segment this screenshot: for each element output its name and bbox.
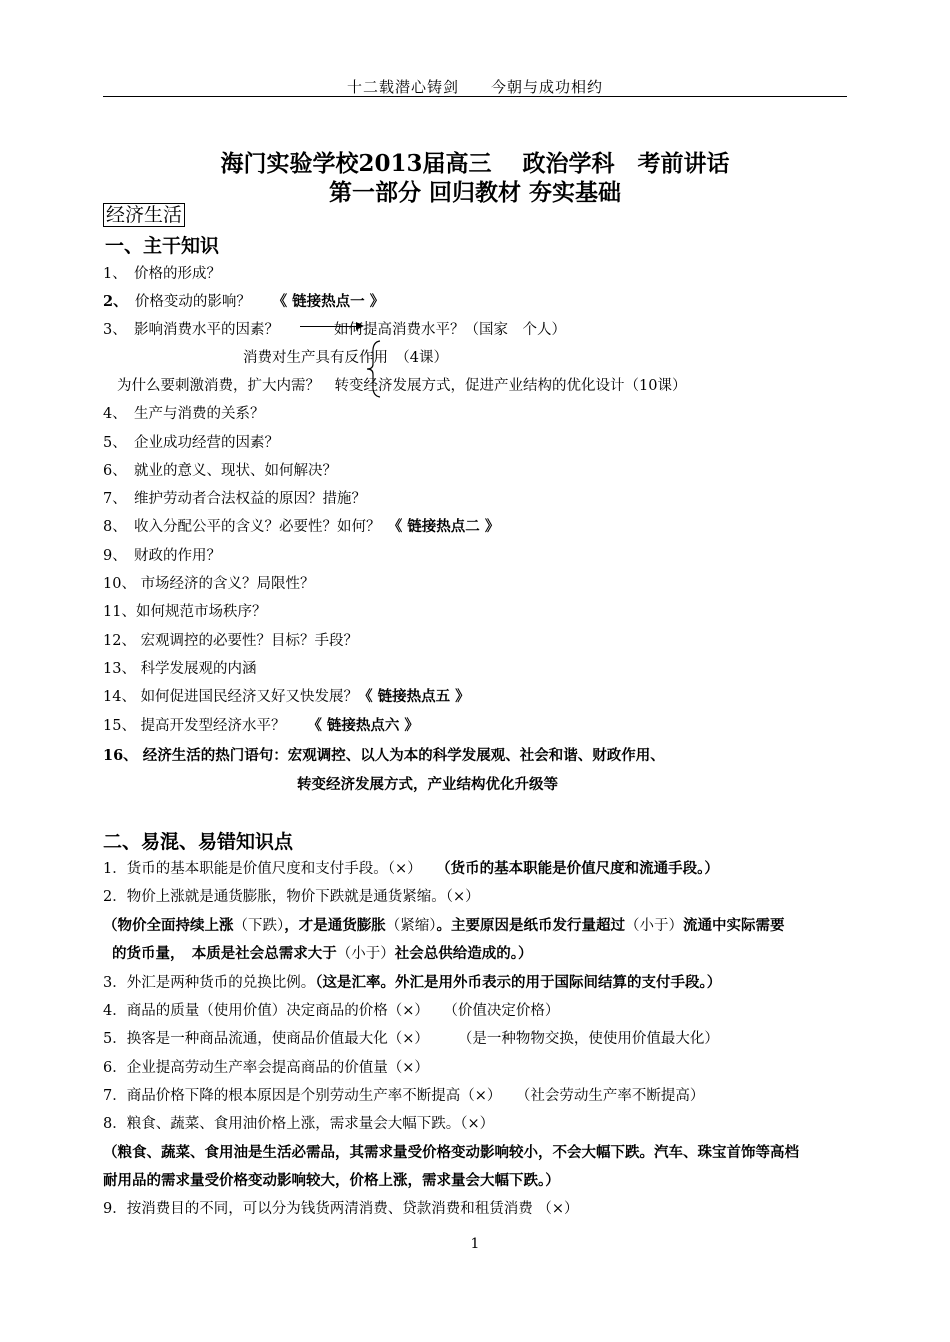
item-text: 市场经济的含义？局限性？ xyxy=(140,576,315,592)
list-item xyxy=(103,290,384,311)
item-text: 维护劳动者合法权益的原因？措施？ xyxy=(133,491,366,507)
hot-topic-link: 《 链接热点二 》 xyxy=(394,518,500,535)
arrow-target-text: 如何提高消费水平？（国家 个人） xyxy=(334,322,566,338)
list-item xyxy=(103,544,221,565)
item-num: 5、 xyxy=(103,435,120,451)
item-num: 10、 xyxy=(103,576,136,592)
list-item xyxy=(103,744,665,765)
list-item xyxy=(103,318,279,339)
error-item: 8．粮食、蔬菜、食用油价格上涨，需求量会大幅下跌。（×） xyxy=(103,1116,495,1132)
item-text: 收入分配公平的含义？必要性？如何？ xyxy=(133,519,381,535)
item-num: 15、 xyxy=(103,718,136,734)
item-num: 12、 xyxy=(103,633,136,649)
error-item: 5．换客是一种商品流通，使商品价值最大化（×） （是一种物物交换，使使用价值最大化） xyxy=(103,1031,719,1047)
item-text: 科学发展观的内涵 xyxy=(140,661,257,677)
item-num: 6、 xyxy=(103,463,120,479)
hot-topic-link: 《 链接热点一 》 xyxy=(279,293,385,310)
list-subitem xyxy=(117,374,686,395)
item-tail: 转变经济发展方式，促进产业结构的优化设计（10课） xyxy=(334,378,687,394)
correction-bold: 流通中实际需要 xyxy=(683,917,785,934)
correction-bold: ，才是通货膨胀 xyxy=(284,917,386,934)
document-subtitle: 第一部分 回归教材 夯实基础 xyxy=(328,179,621,206)
list-item xyxy=(103,657,257,678)
hot-topic-link: 《 链接热点五 》 xyxy=(358,688,470,705)
page-number: 1 xyxy=(470,1236,480,1252)
list-item-continuation: 转变经济发展方式，产业结构优化升级等 xyxy=(297,776,558,793)
correction-line: 耐用品的需求量受价格变动影响较大，价格上涨，需求量会大幅下跌。） xyxy=(103,1172,560,1189)
document-title: 海门实验学校2013届高三 政治学科 考前讲话 xyxy=(220,150,730,177)
item-num: 13、 xyxy=(103,661,136,677)
item-num: 8、 xyxy=(103,519,120,535)
item-text: 提高开发型经济水平？ xyxy=(140,718,286,734)
hot-topic-link: 《 链接热点六 》 xyxy=(314,717,419,734)
error-item: 2．物价上涨就是通货膨胀，物价下跌就是通货紧缩。（×） xyxy=(103,889,480,905)
correction-bold: （物价全面持续上涨 xyxy=(103,917,234,934)
correction-line xyxy=(112,942,533,963)
error-statement: 3．外汇是两种货币的兑换比例。 xyxy=(103,975,316,991)
item-text: 生产与消费的关系？ xyxy=(133,406,265,422)
correction-line: （粮食、蔬菜、食用油是生活必需品，其需求量受价格变动影响较小，不会大幅下跌。汽车、珠宝首饰等高档 xyxy=(103,1144,799,1161)
item-num: 9、 xyxy=(103,548,120,564)
error-item: 7．商品价格下降的根本原因是个别劳动生产率不断提高（×） （社会劳动生产率不断提高） xyxy=(103,1088,705,1104)
correction: （货币的基本职能是价值尺度和流通手段。） xyxy=(443,860,719,877)
list-item xyxy=(103,262,221,283)
item-text: 价格变动的影响？ xyxy=(134,294,251,310)
item-num: 14、 xyxy=(103,689,136,705)
item-text: 经济生活的热门语句：宏观调控、以人为本的科学发展观、社会和谐、财政作用、 xyxy=(142,747,665,764)
list-item xyxy=(103,572,315,593)
item-text: 为什么要刺激消费，扩大内需？ xyxy=(117,378,320,394)
error-statement: 1．货币的基本职能是价值尺度和支付手段。（×） xyxy=(103,861,415,877)
item-text: 如何促进国民经济又好又快发展？ xyxy=(140,689,359,705)
item-num: 2、 xyxy=(103,293,121,310)
list-item xyxy=(103,685,470,706)
list-item xyxy=(103,431,279,452)
item-num: 1、 xyxy=(103,266,120,282)
header-motto: 十二载潜心铸剑 今朝与成功相约 xyxy=(346,78,603,96)
correction-bold: 。主要原因是纸币发行量超过 xyxy=(436,917,625,934)
correction-normal: （小于） xyxy=(336,946,395,962)
correction-line xyxy=(103,914,785,935)
correction-bold: 的货币量， 本质是社会总需求大于 xyxy=(112,945,337,962)
part1-heading: 一、主干知识 xyxy=(105,235,220,257)
error-item xyxy=(103,857,719,878)
header-rule xyxy=(103,96,847,97)
correction-bold: 社会总供给造成的。） xyxy=(394,945,533,962)
section-box-economic-life: 经济生活 xyxy=(103,203,185,227)
correction-normal: （紧缩） xyxy=(385,918,437,934)
item-text: 就业的意义、现状、如何解决？ xyxy=(133,463,337,479)
error-item: 9．按消费目的不同，可以分为钱货两清消费、贷款消费和租赁消费 （×） xyxy=(103,1201,579,1217)
item-text: 财政的作用？ xyxy=(133,548,221,564)
error-item: 6．企业提高劳动生产率会提高商品的价值量（×） xyxy=(103,1060,429,1076)
item-num: 3、 xyxy=(103,322,120,338)
item-num: 7、 xyxy=(103,491,120,507)
item-text: 企业成功经营的因素？ xyxy=(133,435,279,451)
list-subitem: 消费对生产具有反作用 （4课） xyxy=(243,350,448,366)
list-item xyxy=(103,600,266,621)
list-item xyxy=(103,459,337,480)
list-item xyxy=(103,714,419,735)
item-num: 11、 xyxy=(103,604,136,620)
correction: （这是汇率。外汇是用外币表示的用于国际间结算的支付手段。） xyxy=(315,974,722,991)
list-item xyxy=(103,487,366,508)
item-num: 4、 xyxy=(103,406,120,422)
item-text: 宏观调控的必要性？目标？手段？ xyxy=(140,633,359,649)
list-item xyxy=(103,629,358,650)
item-text: 价格的形成？ xyxy=(133,266,221,282)
list-item xyxy=(103,515,499,536)
part2-heading: 二、易混、易错知识点 xyxy=(103,831,294,853)
correction-normal: （小于） xyxy=(625,918,683,934)
correction-normal: （下跌） xyxy=(233,918,285,934)
item-text: 如何规范市场秩序？ xyxy=(135,604,267,620)
error-item xyxy=(103,971,721,992)
item-num: 16、 xyxy=(103,747,138,764)
list-item xyxy=(103,402,264,423)
error-item: 4．商品的质量（使用价值）决定商品的价格（×） （价值决定价格） xyxy=(103,1003,560,1019)
item-text: 影响消费水平的因素？ xyxy=(133,322,279,338)
